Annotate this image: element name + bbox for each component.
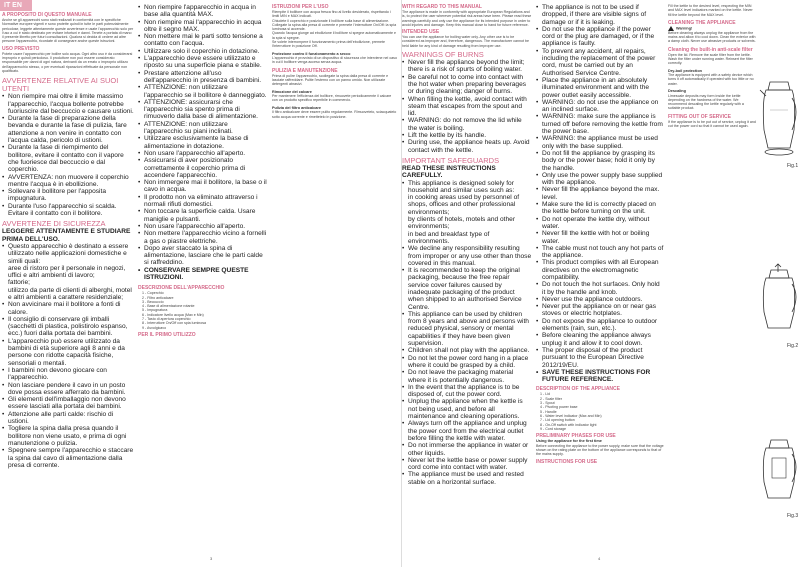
list-item: • In the event that the appliance is to be disposed of, cut the power cord. bbox=[402, 384, 532, 399]
list-item: • Children shall not play with the appliance. bbox=[402, 347, 532, 354]
list-item: • Do not leave the packaging material where it is potentially dangerous. bbox=[402, 369, 532, 384]
cleaning-heading: CLEANING THE APPLIANCE bbox=[668, 19, 736, 26]
list-item: • Sollevare il bollitore per l'apposita impugnatura. bbox=[2, 188, 134, 203]
list-item: • L'apparecchio può essere utilizzato da bambini di età superiore agli 8 anni e da persone con ridotte capacità fisiche, sensoriali o mentali. bbox=[2, 338, 134, 367]
filter-heading: Pulizia del filtro anticalcare bbox=[272, 105, 321, 110]
list-item: 3 - Beccuccio bbox=[142, 299, 164, 304]
list-item: • Non usare l'apparecchio all'aperto. bbox=[138, 223, 268, 230]
list-item: 6 - Indicatore livello acqua (Max e Min) bbox=[142, 312, 204, 317]
list-item: • When filling the kettle, avoid contact with steam that escapes from the spout and lid. bbox=[402, 96, 532, 118]
fitting-heading: FITTING OUT OF SERVICE bbox=[668, 113, 731, 120]
list-item: • WARNING: make sure the appliance is turned off before removing the kettle from the power base. bbox=[536, 113, 664, 135]
fitting-text: If the appliance is to be put out of service, unplug it and cut the power cord so that it cannot be used again. bbox=[668, 119, 756, 129]
left-column-1 bbox=[2, 12, 134, 567]
cleaning-heading: PULIZIA E MANUTENZIONE bbox=[272, 67, 338, 74]
list-item: 7 - Lid opening button bbox=[540, 418, 575, 423]
list-item: • WARNING: do not use the appliance on an inclined surface. bbox=[536, 99, 664, 114]
list-item: 7 - Tasto di apertura coperchio bbox=[142, 317, 191, 322]
descaling-text: Limescale deposits may form inside the kettle depending on the hardness of the water. We recommend descaling the kettle regularly with a suitable product. bbox=[668, 93, 744, 111]
instructions-heading: INSTRUCTIONS FOR USE bbox=[536, 458, 598, 465]
paragraph: Quando l'acqua giunge ad ebollizione il bollitore si spegne automaticamente e la spia si spegne. bbox=[272, 31, 396, 40]
list-item: • Non riempire l'apparecchio in acqua in base alla quantità MAX. bbox=[138, 4, 268, 19]
list-item: • Non toccare la superficie calda. Usare maniglie e pulsanti. bbox=[138, 208, 268, 223]
list-item: • This appliance is designed solely for household and similar uses such as: bbox=[402, 180, 532, 195]
right-column-3 bbox=[668, 4, 756, 567]
protection-heading: Dry-boil protection bbox=[668, 68, 702, 73]
paragraph: Se volete interrompere il funzionamento prima dell'ebollizione, premete l'interruttore in posizione Off. bbox=[272, 40, 385, 49]
list-item: • Never fill the kettle with hot or boiling water. bbox=[536, 230, 664, 245]
intro-heading: WITH REGARD TO THIS MANUAL bbox=[402, 4, 482, 10]
list-item: • Do not let the power cord hang in a place where it could be grasped by a child. bbox=[402, 355, 532, 370]
list-item: • During use, the appliance heats up. Avoid contact with the kettle. bbox=[402, 139, 532, 154]
language-tag: IT EN bbox=[0, 0, 32, 11]
list-item: • ATTENZIONE: non utilizzare l'apparecchio su piani inclinati. bbox=[138, 121, 268, 136]
description-heading: DESCRIPTION OF THE APPLIANCE bbox=[536, 386, 620, 393]
list-item: • This product complies with all European directives on the electromagnetic compatibility. bbox=[536, 259, 664, 281]
top-text: Fill the kettle to the desired level, respecting the MIN and MAX level indicators marked on the kettle. Never fill the kettle beyond the MAX level. bbox=[668, 4, 753, 17]
list-item: • Before cleaning the appliance always unplug it and allow it to cool down. bbox=[536, 332, 664, 347]
list-item: • ATTENZIONE: non utilizzare l'apparecchio se il bollitore è danneggiato. bbox=[138, 84, 268, 99]
list-item: • Always turn off the appliance and unplug the power cord from the electrical outlet before filling the kettle with water. bbox=[402, 420, 532, 442]
list-item: 6 - Water level indicator (Max and Min) bbox=[540, 413, 602, 418]
warnings-heading: AVVERTENZE RELATIVE AI SUOI UTENTI bbox=[2, 76, 119, 94]
list-item: • I bambini non devono giocare con l'apparecchio. bbox=[2, 367, 134, 382]
list-item: • Durante la fase di riempimento del bollitore, evitare il contatto con il vapore che fuoriesce dal beccuccio e dal coperchio. bbox=[2, 144, 134, 173]
list-item: 3 - Spout bbox=[540, 401, 555, 406]
instructions-heading: ISTRUZIONI PER L'USO bbox=[272, 4, 329, 10]
list-item: • Non avvicinare mai il bollitore a fonti di calore. bbox=[2, 301, 134, 316]
list-item: 9 - Cord storage bbox=[540, 426, 566, 431]
list-item: by clients of hotels, motels and other environments; bbox=[408, 216, 516, 231]
list-item: aree di ristoro per il personale in negozi, uffici e altri ambienti di lavoro; bbox=[8, 264, 126, 280]
list-item: • Never use the appliance outdoors. bbox=[536, 296, 664, 303]
list-item: • Assicurarsi di aver posizionato correttamente il coperchio prima di accendere l'apparecchio. bbox=[138, 157, 268, 179]
descaling-heading: Descaling bbox=[668, 89, 686, 94]
list-item: • Non riempire mai l'apparecchio in acqua oltre il segno MAX. bbox=[138, 19, 268, 34]
list-item: • The appliance is not to be used if dropped, if there are visible signs of damage or if it is leaking. bbox=[536, 4, 664, 26]
conserve-instructions: • CONSERVARE SEMPRE QUESTE ISTRUZIONI. bbox=[138, 267, 268, 282]
save-instructions: • SAVE THESE INSTRUCTIONS FOR FUTURE REFERENCE. bbox=[536, 369, 664, 384]
right-page bbox=[402, 0, 802, 567]
page-number: 3 bbox=[210, 556, 213, 561]
right-column-1 bbox=[402, 4, 532, 567]
list-item: 1 - Coperchio bbox=[142, 291, 164, 296]
descaling-text: Per mantenere l'efficienza del bollitore, rimuovete periodicamente il calcare con un prodotto specifico reperibile in commercio. bbox=[272, 94, 392, 103]
list-item: • Lift the kettle by its handle. bbox=[402, 132, 532, 139]
protection-heading: Protezione contro il funzionamento a secco bbox=[272, 51, 351, 56]
list-item: • Place the appliance in an absolutely illuminated environment and with the power outlet easily accessible. bbox=[536, 77, 664, 99]
list-item: 5 - Impugnatura bbox=[142, 308, 168, 313]
descaling-heading: Rimozione del calcare bbox=[272, 89, 312, 94]
list-item: • Durante l'uso l'apparecchio si scalda. Evitare il contatto con il bollitore. bbox=[2, 203, 134, 218]
filter-text: Il filtro anticalcare deve essere pulito regolarmente. Rimuovetelo, sciacquatelo sotto acqua corrente e rimettetelo in posizione. bbox=[272, 110, 397, 119]
list-item: • Only use the power supply base supplied with the appliance. bbox=[536, 172, 664, 187]
list-item: • Non usare l'apparecchio all'aperto. bbox=[138, 150, 268, 157]
kettle-figure-3 bbox=[758, 430, 800, 510]
warnings-heading: WARNINGS OF BURNS bbox=[402, 50, 484, 60]
cleaning-text: Before cleaning always unplug the appliance from the mains and allow it to cool down. Clean the exterior with a damp cloth. Never use abrasive products or solvents. bbox=[668, 30, 756, 44]
list-item: • Spegnere sempre l'apparecchio e staccare la spina dal cavo di alimentazione dalla presa di corrente. bbox=[2, 447, 134, 469]
list-item: • Gli elementi dell'imballaggio non devono essere lasciati alla portata dei bambini. bbox=[2, 396, 134, 411]
list-item: • Be careful not to come into contact with the hot water when preparing beverages or during cleaning; danger of burns. bbox=[402, 74, 532, 96]
list-item: • This appliance can be used by children from 8 years and above and persons with reduced physical, sensory or mental capabilities if they have been given supervision. bbox=[402, 311, 532, 347]
list-item: 8 - On-Off switch with indicator light bbox=[540, 422, 597, 427]
list-item: 2 - Filtro anticalcare bbox=[142, 295, 174, 300]
intended-text: You can use the appliance for boiling water only. Any other use is to be considered as improper and, therefore, dangerous. The manufacturer cannot be held liable for any kind of damage resulting from improper use. bbox=[402, 35, 529, 48]
list-item: • Do not immerse the appliance in water or other liquids. bbox=[402, 442, 532, 457]
list-item: • Unplug the appliance when the kettle is not being used, and before all maintenance and cleaning operations. bbox=[402, 398, 532, 420]
page-number: 4 bbox=[598, 556, 601, 561]
preliminary-heading: PRELIMINARY PHASES FOR USE bbox=[536, 433, 616, 440]
right-column-2 bbox=[536, 4, 664, 567]
paragraph: Chiudete il coperchio e posizionate il bollitore sulla base di alimentazione. bbox=[272, 18, 390, 23]
description-heading: DESCRIZIONE DELL'APPARECCHIO bbox=[138, 285, 225, 292]
list-item: • To prevent any accident, all repairs, including the replacement of the power cord, must be carried out by an Authorised Service Centre. bbox=[536, 48, 664, 77]
figure-1-label: Fig.1 bbox=[787, 163, 799, 169]
list-item: • Dopo aver staccato la spina di alimentazione, lasciare che le parti calde si raffreddino. bbox=[138, 245, 268, 267]
list-item: fattorie; bbox=[8, 279, 30, 287]
list-item: • Do not operate the kettle dry, without water. bbox=[536, 216, 664, 231]
list-item: in cooking areas used by personnel of shops, offices and other professional environments; bbox=[408, 194, 520, 216]
uso-text: Potete usare l'apparecchio per bollire solo acqua. Ogni altro uso è da considerarsi improprio e quindi pericoloso. Il produttore non può essere considerato responsabile per danni di ogni natura, derivanti da un errato o improprio utilizzo dell'apparecchio stesso, o per eventuali riparazioni effettuate da personale non qualificato. bbox=[2, 51, 133, 73]
paragraph: Collegate la spina alla presa di corrente e premete l'interruttore On/Off: la spia luminosa si accende. bbox=[272, 22, 397, 32]
list-item: 8 - Interruttore On/Off con spia luminosa bbox=[142, 321, 207, 326]
list-item: 2 - Scale filter bbox=[540, 396, 562, 401]
list-item: • Togliere la spina dalla presa quando il bollitore non viene usato, e prima di ogni manutenzione o pulizia. bbox=[2, 425, 134, 447]
list-item: • It is recommended to keep the original packaging, because the free repair service cover failures caused by inadequate packaging of the product when shipped to an authorised Service Centre. bbox=[402, 267, 532, 311]
list-item: • Utilizzare solo il coperchio in dotazione. bbox=[138, 48, 268, 55]
list-item: • Do not fill the appliance by grasping its body or the power base; hold it only by the handle. bbox=[536, 150, 664, 172]
filter-heading: Cleaning the built-in anti-scale filter bbox=[668, 46, 753, 53]
list-item: in bed and breakfast type of environments. bbox=[408, 230, 490, 245]
warning-label: Warning! bbox=[676, 26, 693, 31]
list-item: • WARNING: the appliance must be used only with the base supplied. bbox=[536, 135, 664, 150]
list-item: • Utilizzare esclusivamente la base di alimentazione in dotazione. bbox=[138, 135, 268, 150]
list-item: • L'apparecchio deve essere utilizzato e riposto su una superficie piana e stabile. bbox=[138, 55, 268, 70]
list-item: • The cable must not touch any hot parts of the appliance. bbox=[536, 245, 664, 260]
list-item: • Do not touch the hot surfaces. Only hold it by the handle and knob. bbox=[536, 281, 664, 296]
list-item: • Never let the kettle base or power supply cord come into contact with water. bbox=[402, 457, 532, 472]
list-item: • We decline any responsibility resulting from improper or any use other than those covered in this manual. bbox=[402, 245, 532, 267]
safety-heading: IMPORTANT SAFEGUARDS bbox=[402, 155, 500, 165]
list-item: 4 - Pivoting power base bbox=[540, 405, 578, 410]
list-item: 1 - Lid bbox=[540, 392, 550, 397]
list-item: 9 - Avvolgicavo bbox=[142, 325, 167, 330]
intended-heading: INTENDED USE bbox=[402, 29, 440, 36]
first-use-heading: PER IL PRIMO UTILIZZO bbox=[138, 331, 196, 338]
list-item: • Non mettere l'apparecchio vicino a fornelli a gas o piastre elettriche. bbox=[138, 230, 268, 245]
list-item: • WARNING: do not remove the lid while the water is boiling. bbox=[402, 117, 532, 132]
protection-text: The appliance is equipped with a safety device which turns it off automatically if operated with too little or no water. bbox=[668, 73, 754, 86]
kettle-figure-2 bbox=[758, 260, 800, 340]
list-item: • Prestare attenzione all'uso dell'apparecchio in presenza di bambini. bbox=[138, 70, 268, 85]
cleaning-text: Prima di pulire l'apparecchio, scollegate la spina dalla presa di corrente e lasciate raffreddare. Pulite l'esterno con un panno umido. Non utilizzate detergenti abrasivi. bbox=[272, 73, 389, 87]
list-item: 5 - Handle bbox=[540, 409, 557, 414]
figure-2-label: Fig.2 bbox=[787, 343, 799, 349]
filter-text: Open the lid. Remove the scale filter from the kettle. Wash the filter under running water. Reinsert the filter correctly. bbox=[668, 52, 753, 66]
safety-heading: AVVERTENZE DI SICUREZZA bbox=[2, 219, 106, 229]
list-item: 4 - Base di alimentazione rotante bbox=[142, 304, 195, 309]
list-item: • Questo apparecchio è destinato a essere utilizzato nelle applicazioni domestiche e simili quali: bbox=[2, 243, 134, 265]
protection-text: L'apparecchio è provvisto di un dispositivo di sicurezza che interviene nel caso in cui il bollitore venga acceso senza acqua. bbox=[272, 56, 397, 65]
list-item: • Non immergere mai il bollitore, la base o il cavo in acqua. bbox=[138, 179, 268, 194]
list-item: • Make sure the lid is correctly placed on the kettle before turning on the unit. bbox=[536, 201, 664, 216]
list-item: • Durante la fase di preparazione della bevanda e durante la fase di pulizia, fare attenzione a non venire in contatto con l'acqua calda, pericolo di ustioni. bbox=[2, 115, 134, 144]
first-time-text: Before connecting the appliance to the power supply, make sure that the voltage shown on the rating plate on the bottom of the appliance corresponds to that of the mains supply. bbox=[536, 443, 664, 457]
list-item: • Il consiglio di conservare gli imballi (sacchetti di plastica, polistirolo espanso, ecc.) fuori dalla portata dei bambini. bbox=[2, 316, 134, 338]
list-item: • Never fill the appliance beyond the max. level. bbox=[536, 186, 664, 201]
uso-heading: USO PREVISTO bbox=[2, 45, 40, 52]
safety-subheading: LEGGERE ATTENTAMENTE E STUDIARE PRIMA DELL'USO. bbox=[2, 228, 131, 243]
list-item: utilizzo da parte di clienti di alberghi, motel e altri ambienti a carattere residenziale; bbox=[8, 286, 132, 301]
list-item: • Non riempire mai oltre il limite massimo l'apparecchio, l'acqua bollente potrebbe fuoriuscire dal beccuccio e causare ustioni. bbox=[2, 93, 134, 115]
list-item: • ATTENZIONE: assicurarsi che l'apparecchio sia spento prima di rimuoverlo dalla base di alimentazione. bbox=[138, 99, 268, 121]
list-item: • The appliance must be used and rested stable on a horizontal surface. bbox=[402, 471, 532, 486]
safety-subheading: READ THESE INSTRUCTIONS CAREFULLY. bbox=[402, 164, 496, 180]
intro-text: The appliance is made in conformity with appropriate European Regulations and is, to protect the user wherever potential risk areas have been. Please read these warnings carefully and only use the appliance for its intended purpose in order to avoid injuries and damage. Keep this manual close to hand for future reference. bbox=[402, 10, 532, 27]
list-item: • Non lasciare pendere il cavo in un posto dove possa essere afferrato da bambini. bbox=[2, 382, 134, 397]
kettle-figure-1 bbox=[758, 60, 800, 160]
left-column-2 bbox=[138, 4, 268, 567]
list-item: • The proper disposal of the product pursuant to the European Directive 2012/19/EU. bbox=[536, 347, 664, 369]
list-item: • Non mettere mai le parti sotto tensione a contatto con l'acqua. bbox=[138, 33, 268, 48]
list-item: • Do not expose the appliance to outdoor elements (rain, sun, etc.). bbox=[536, 318, 664, 333]
list-item: • Il prodotto non va eliminato attraverso i normali rifiuti domestici. bbox=[138, 194, 268, 209]
list-item: • AVVERTENZA: non muovere il coperchio mentre l'acqua è in ebollizione. bbox=[2, 174, 134, 189]
paragraph: Riempite il bollitore con acqua fresca fino al livello desiderato, rispettando i limiti MIN e MAX indicati. bbox=[272, 10, 391, 19]
list-item: • Do not use the appliance if the power cord or the plug are damaged, or if the appliance is faulty. bbox=[536, 26, 664, 48]
list-item: • Never fill the appliance beyond the limit; there is a risk of spurts of boiling water. bbox=[402, 59, 532, 74]
left-column-3 bbox=[272, 4, 398, 567]
figure-3-label: Fig.3 bbox=[787, 513, 799, 519]
list-item: • Attenzione alle parti calde: rischio di ustioni. bbox=[2, 411, 134, 426]
list-item: • Never put the appliance on or near gas stoves or electric hotplates. bbox=[536, 303, 664, 318]
intro-heading: A PROPOSITO DI QUESTO MANUALE bbox=[2, 12, 92, 18]
first-time-subheading: Using the appliance for the first time bbox=[536, 439, 602, 444]
intro-text: Anche se gli apparecchi sono stati realizzati in conformità con le specifiche Normative europee vigenti e sono protette quindi in tutte le parti potenzialmente pericolose, leggete attentamente queste avvertenze e usate l'apparecchio solo per l'uso a cui è stato destinato per evitare infortuni e danni. Tenete a portata di mano il presente libretto per futuri consultazioni. Qualora si decida di cedere ad altre persone l'apparecchio, ricordate di consegnare anche queste istruzioni. bbox=[2, 18, 134, 44]
